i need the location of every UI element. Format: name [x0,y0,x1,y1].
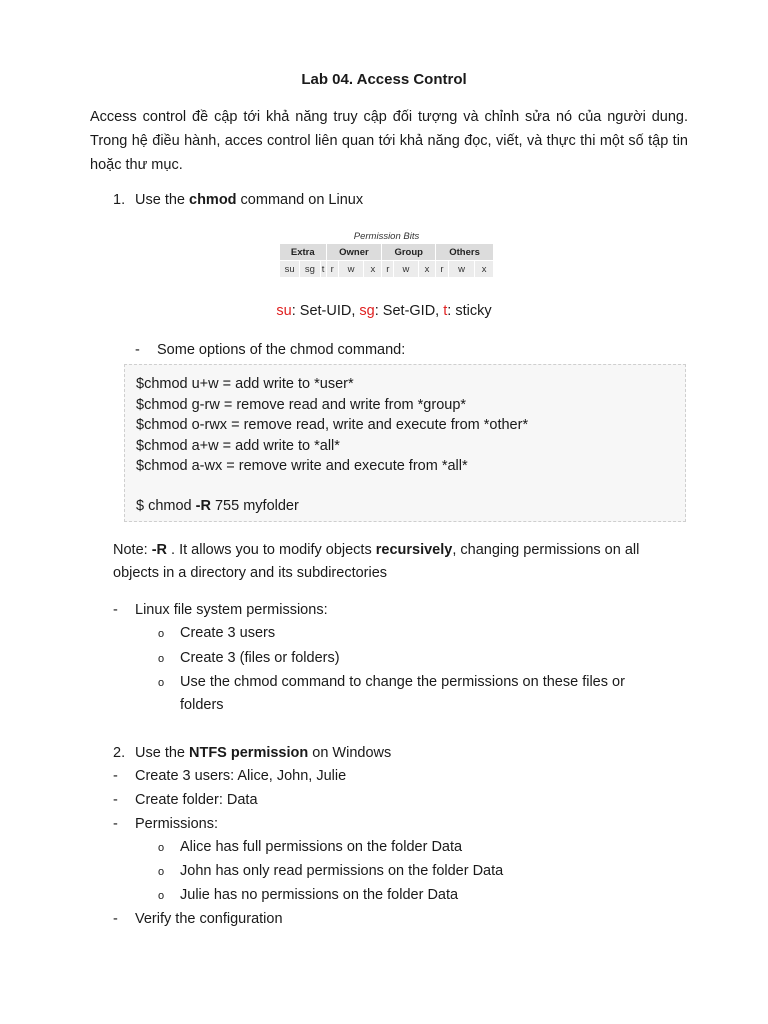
code-line: $chmod g-rw = remove read and write from *group* [136,396,467,413]
code-line: $chmod o-rwx = remove read, write and execute from *other* [136,417,529,434]
section-1-heading: 1. Use the chmod command on Linux [113,189,363,212]
list-item: o Alice has full permissions on the folder Data [158,836,462,860]
legend-su: su [276,303,292,319]
bit-cell: r [382,261,393,277]
circle-bullet: o [158,628,165,640]
intro-paragraph: Access control đề cập tới khả năng truy cập đối tượng và chỉnh sửa nó của người dung. Trong hệ điều hành, acces control liên quan tới khả năng đọc, viết, và thực thi một số tập tin hoặc thư mục. [90,109,688,173]
dash-bullet: - [113,816,118,832]
dash-bullet: - [113,911,118,927]
circle-bullet: o [158,890,165,902]
bit-cell: x [419,261,435,277]
circle-bullet: o [158,653,165,665]
circle-bullet: o [158,842,165,854]
list-item: - Create 3 users: Alice, John, Julie [113,765,346,788]
dash-bullet: - [113,602,118,618]
code-block [124,364,686,522]
list-item: o Use the chmod command to change the permissions on these files or [158,671,625,695]
list-item: - Verify the configuration [113,908,283,931]
bit-cell: sg [300,261,319,277]
legend-sg: sg [359,303,375,319]
section-2-heading: 2. Use the NTFS permission on Windows [113,742,391,765]
list-item: o John has only read permissions on the folder Data [158,860,503,884]
group-header-extra: Extra [280,244,326,260]
code-line: $chmod a-wx = remove write and execute from *all* [136,458,468,475]
linux-perms-heading: - Linux file system permissions: [113,599,328,622]
recursively-keyword: recursively [375,542,453,558]
dash-bullet: - [113,792,118,808]
list-item: o Create 3 users [158,622,275,646]
list-item: o Julie has no permissions on the folder Data [158,884,458,908]
bit-cell: t [321,261,326,277]
permission-bits-caption: Permission Bits [353,231,420,242]
bit-cell: w [339,261,364,277]
list-item: - Permissions: [113,813,218,836]
group-header-group: Group [382,244,435,260]
group-header-others: Others [436,244,493,260]
section-2-number: 2. [113,745,126,761]
group-header-owner: Owner [327,244,382,260]
note-paragraph: Note: -R . It allows you to modify objects recursively, changing permissions on all objects in a directory and its subdirectories [113,542,640,581]
list-item-continuation: folders [180,697,224,713]
bit-cell: r [436,261,448,277]
code-line: $chmod a+w = add write to *all* [136,437,340,454]
code-line-recursive: $ chmod -R 755 myfolder [136,497,299,514]
ntfs-keyword: NTFS permission [189,745,309,761]
section-1-number: 1. [113,192,126,208]
page-title: Lab 04. Access Control [301,71,467,88]
list-item: - Create folder: Data [113,789,258,812]
bit-cell: w [449,261,474,277]
permission-legend: su: Set-UID, sg: Set-GID, t: sticky [276,303,492,319]
circle-bullet: o [158,866,165,878]
bit-cell: su [280,261,299,277]
bit-cell: x [475,261,493,277]
chmod-keyword: chmod [189,192,237,208]
legend-t: t [443,303,448,319]
bit-cell: w [394,261,418,277]
bit-cell: x [364,261,381,277]
options-heading: - Some options of the chmod command: [135,339,405,362]
permission-bits-table [279,230,494,278]
list-item: o Create 3 (files or folders) [158,647,340,671]
dash-bullet: - [113,768,118,784]
code-line: $chmod u+w = add write to *user* [136,376,354,392]
bit-cell: r [327,261,338,277]
dash-bullet: - [135,342,140,358]
circle-bullet: o [158,677,165,689]
